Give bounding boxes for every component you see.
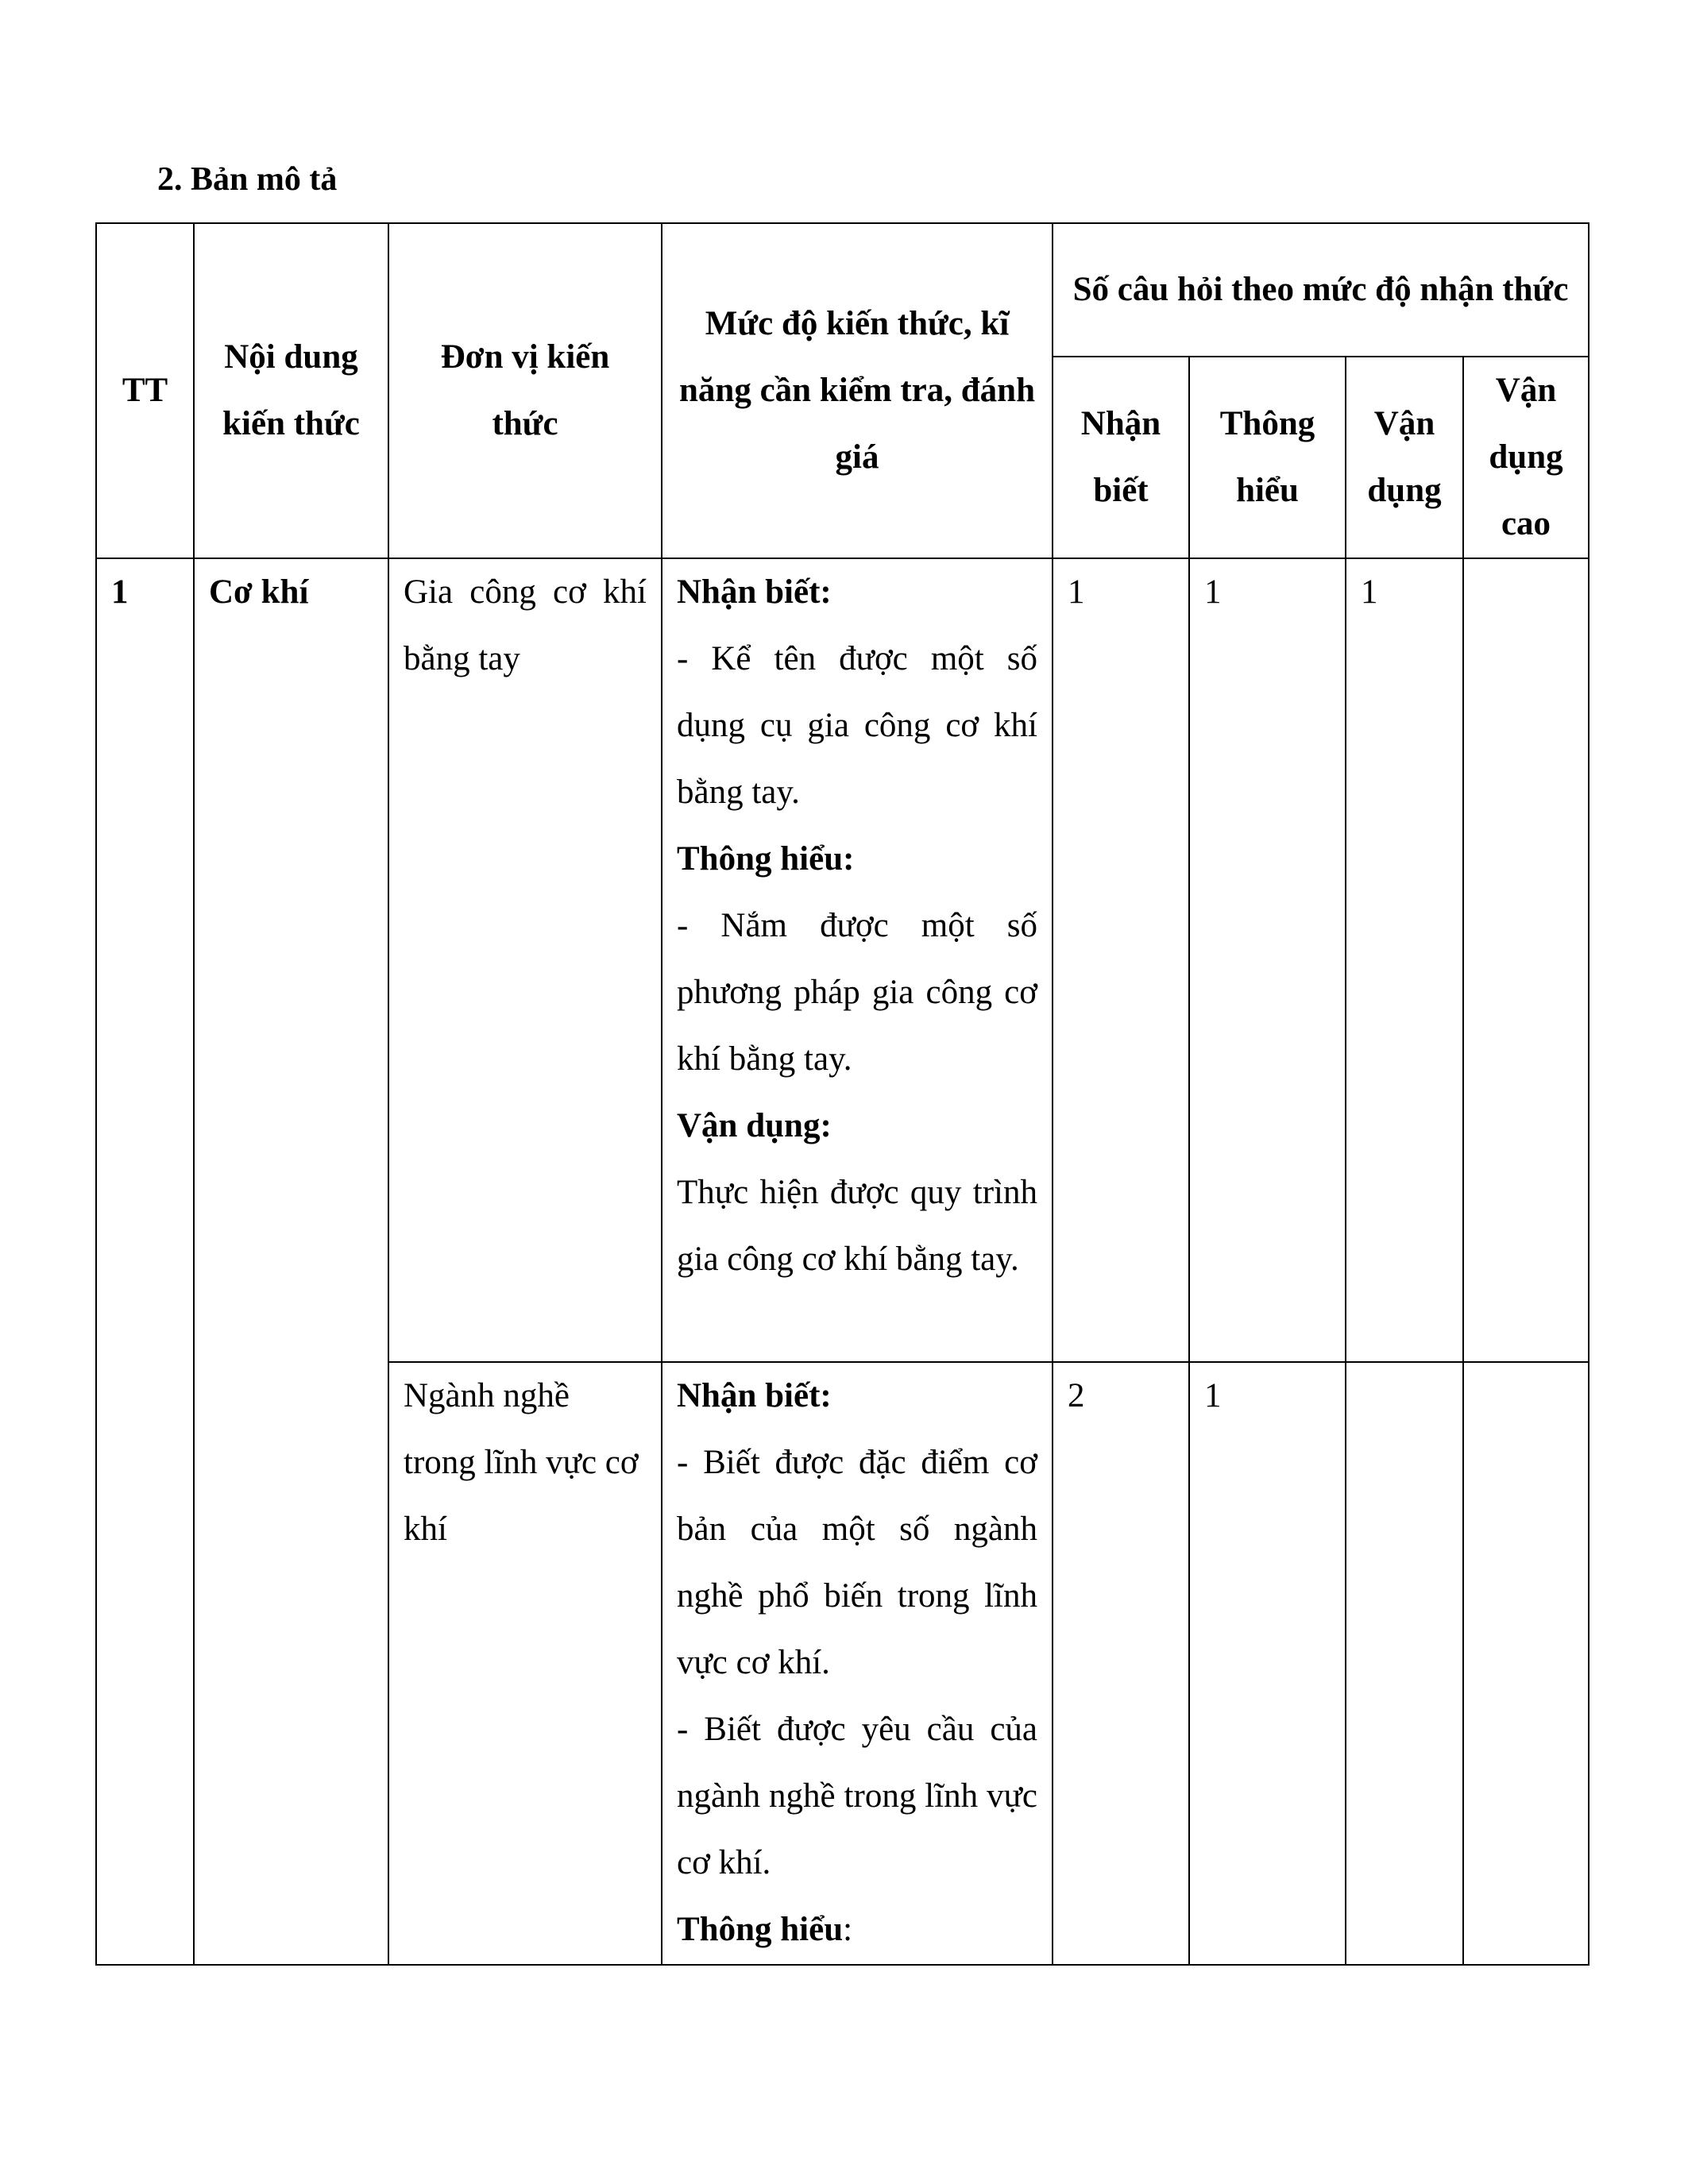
header-muc-do: Mức độ kiến thức, kĩ năng cần kiểm tra, đánh giá [662,223,1053,558]
cell-thong-hieu: 1 [1189,558,1346,1362]
level-label-line [677,1897,1037,1963]
header-row-1 [96,223,1589,357]
header-so-cau: Số câu hỏi theo mức độ nhận thức [1053,223,1589,357]
content-text: - Nắm được một số phương pháp gia công cơ khí bằng tay. [677,907,1037,1078]
level-label: Nhận biết: [677,1377,832,1414]
content-text: - Kể tên được một số dụng cụ gia công cơ khí bằng tay. [677,640,1037,811]
header-van-dung-cao: Vận dụng cao [1463,357,1589,558]
level-label: Thông hiểu: [677,840,855,878]
description-table [95,222,1590,1966]
content-text: - Biết được yêu cầu của ngành nghề trong lĩnh vực cơ khí. [677,1711,1037,1881]
cell-nhan-biet: 2 [1053,1362,1189,1965]
header-tt: TT [96,223,194,558]
cell-nhan-biet: 1 [1053,558,1189,1362]
cell-content [662,1362,1053,1965]
cell-content [662,558,1053,1362]
colon: : [843,1911,853,1948]
section-heading: 2. Bản mô tả [157,161,338,198]
cell-tt: 1 [96,558,194,1965]
cell-van-dung [1346,1362,1463,1965]
cell-don-vi: Ngành nghề trong lĩnh vực cơ khí [388,1362,662,1965]
cell-noi-dung: Cơ khí [194,558,388,1965]
header-van-dung: Vận dụng [1346,357,1463,558]
table-row [96,558,1589,1362]
content-text: - Biết được đặc điểm cơ bản của một số ngành nghề phổ biến trong lĩnh vực cơ khí. [677,1444,1037,1681]
cell-van-dung-cao [1463,558,1589,1362]
cell-van-dung: 1 [1346,558,1463,1362]
cell-don-vi: Gia công cơ khí bằng tay [388,558,662,1362]
header-thong-hieu: Thông hiểu [1189,357,1346,558]
level-label: Nhận biết: [677,573,832,611]
cell-thong-hieu: 1 [1189,1362,1346,1965]
header-nhan-biet: Nhận biết [1053,357,1189,558]
content-text: Thực hiện được quy trình gia công cơ khí bằng tay. [677,1174,1037,1278]
header-don-vi: Đơn vị kiến thức [388,223,662,558]
level-label: Vận dụng: [677,1107,832,1144]
cell-van-dung-cao [1463,1362,1589,1965]
level-label: Thông hiểu [677,1911,844,1948]
header-noi-dung: Nội dung kiến thức [194,223,388,558]
